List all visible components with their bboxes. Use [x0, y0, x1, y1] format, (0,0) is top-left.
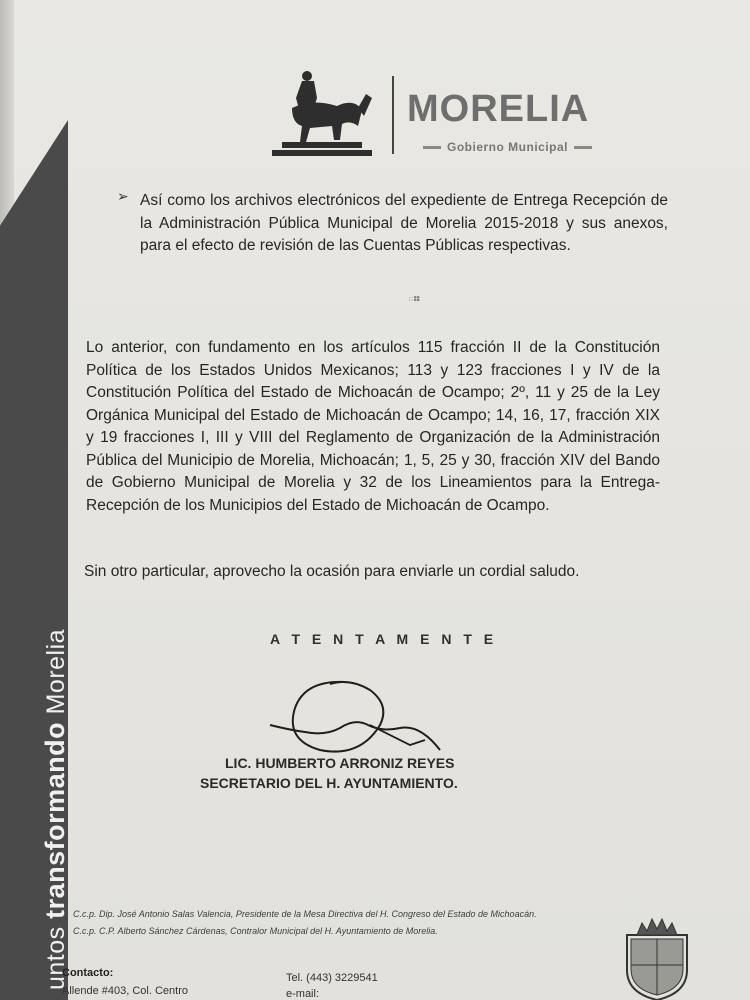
logo-divider [392, 76, 394, 154]
sidebar-slogan-part1: untos [42, 918, 70, 990]
sidebar-slogan-part3: Morelia [42, 628, 70, 722]
contact-phone: Tel. (443) 3229541 [286, 972, 378, 984]
municipal-crest-icon [617, 915, 697, 1000]
legal-paragraph: Lo anterior, con fundamento en los artículos 115 fracción II de la Constitución Política de los Estados Unidos Mexicanos; 113 y 123 fracciones I y IV de la Constitución Política del Estado de Michoacán de Ocampo; 2º, 11 y 25 de la Ley Orgánica Municipal del Estado de Michoacán de Ocampo; 14, 16, 17, fracción XIX y 19 fracciones I, III y VIII del Reglamento de Organización de la Administración Pública del Municipio de Morelia, Michoacán; 1, 5, 25 y 30, fracción XIV del Bando de Gobierno Municipal de Morelia y 32 de los Lineamientos para la Entrega-Recepción de los Municipios del Estado de Michoacán de Ocampo. [86, 339, 660, 514]
carbon-copy-2: C.c.p. C.P. Alberto Sánchez Cárdenas, Contralor Municipal del H. Ayuntamiento de Morelia. [73, 926, 438, 936]
horseman-statue-icon [262, 68, 387, 160]
sidebar-slogan [40, 629, 71, 990]
contact-address: Allende #403, Col. Centro [62, 985, 188, 997]
sidebar-slogan-part2: transformando [40, 721, 70, 919]
bullet-paragraph: Así como los archivos electrónicos del expediente de Entrega Recepción de la Administración Pública Municipal de Morelia 2015-2018 y sus anexos, para el efecto de revisión de las Cuentas Públicas respectivas. [140, 192, 668, 254]
closing-line: Sin otro particular, aprovecho la ocasión para enviarle un cordial saludo. [84, 563, 580, 580]
signer-name: LIC. HUMBERTO ARRONIZ REYES [225, 755, 455, 771]
contact-email: e-mail: [286, 988, 320, 1000]
salutation: A T E N T A M E N T E [270, 631, 498, 647]
logo-wordmark: MORELIA [407, 88, 590, 130]
morelia-logo [262, 68, 602, 168]
contact-label: Contacto: [62, 967, 114, 979]
carbon-copy-1: C.c.p. Dip. José Antonio Salas Valencia, Presidente de la Mesa Directiva del H. Congreso del Estado de Michoacán. [73, 909, 537, 919]
separator-marks: ఃః [408, 293, 420, 304]
bullet-arrow-icon: ➢ [117, 188, 129, 204]
logo-subtitle: Gobierno Municipal [417, 140, 598, 154]
signer-title: SECRETARIO DEL H. AYUNTAMIENTO. [200, 775, 458, 791]
